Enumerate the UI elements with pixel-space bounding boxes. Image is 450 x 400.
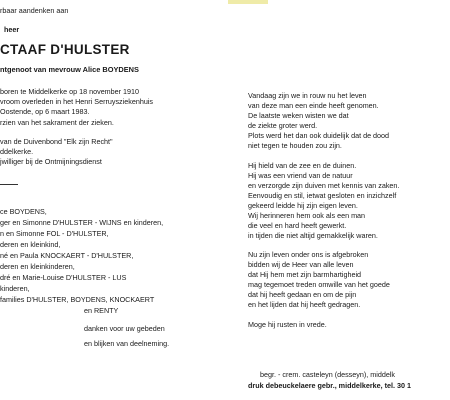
family-line: ger en Simonne D'HULSTER - WIJNS en kinderen, bbox=[0, 218, 164, 227]
poem-line: Wij herinneren hem ook als een man bbox=[248, 211, 366, 220]
divider bbox=[0, 184, 18, 185]
family-line: n en Simonne FOL - D'HULSTER, bbox=[0, 229, 109, 238]
family-line: en RENTY bbox=[84, 306, 119, 315]
family-line: families D'HULSTER, BOYDENS, KNOCKAERT bbox=[0, 295, 155, 304]
deceased-name: CTAAF D'HULSTER bbox=[0, 42, 130, 57]
bio-line: rzien van het sakrament der zieken. bbox=[0, 118, 114, 127]
spouse-line: ntgenoot van mevrouw Alice BOYDENS bbox=[0, 65, 139, 74]
printer-line: begr. - crem. casteleyn (desseyn), middelk bbox=[260, 370, 396, 379]
family-line: kinderen, bbox=[0, 284, 30, 293]
poem-line: niet tegen te houden zou zijn. bbox=[248, 141, 342, 150]
family-line: dré en Marie-Louise D'HULSTER - LUS bbox=[0, 273, 127, 282]
family-line: deren en kleinkinderen, bbox=[0, 262, 75, 271]
family-line: né en Paula KNOCKAERT - D'HULSTER, bbox=[0, 251, 134, 260]
poem-line: bidden wij de Heer van alle leven bbox=[248, 260, 354, 269]
intro-text: rbaar aandenken aan bbox=[0, 6, 69, 15]
decorative-stripe bbox=[228, 0, 268, 4]
poem-line: mag tegemoet treden omwille van het goede bbox=[248, 280, 390, 289]
bio-line: van de Duivenbond "Elk zijn Recht" bbox=[0, 137, 113, 146]
bio-line: boren te Middelkerke op 18 november 1910 bbox=[0, 87, 140, 96]
poem-line: De laatste weken wisten we dat bbox=[248, 111, 349, 120]
family-line: deren en kleinkind, bbox=[0, 240, 61, 249]
poem-closing: Moge hij rusten in vrede. bbox=[248, 320, 327, 329]
poem-line: Vandaag zijn we in rouw nu het leven bbox=[248, 91, 367, 100]
poem-line: dat Hij hem met zijn barmhartigheid bbox=[248, 270, 362, 279]
bio-line: vroom overleden in het Henri Serruysziekenhuis bbox=[0, 97, 154, 106]
bio-line: jwilliger bij de Ontmijningsdienst bbox=[0, 157, 102, 166]
poem-line: de ziekte groter werd. bbox=[248, 121, 318, 130]
poem-line: gekeerd leidde hij zijn eigen leven. bbox=[248, 201, 358, 210]
thanks-line: danken voor uw gebeden bbox=[84, 324, 165, 333]
thanks-line: en blijken van deelneming. bbox=[84, 339, 170, 348]
poem-line: Nu zijn leven onder ons is afgebroken bbox=[248, 250, 369, 259]
poem-line: in tijden die niet altijd gemakkelijk waren. bbox=[248, 231, 378, 240]
bio-line: Oostende, op 6 maart 1983. bbox=[0, 107, 90, 116]
poem-line: Hij hield van de zee en de duinen. bbox=[248, 161, 357, 170]
title-text: heer bbox=[4, 25, 20, 34]
bio-line: ddelkerke. bbox=[0, 147, 34, 156]
poem-line: Eenvoudig en stil, ietwat gesloten en inzichzelf bbox=[248, 191, 397, 200]
printer-line: druk debeuckelaere gebr., middelkerke, tel. 30 1 bbox=[248, 381, 411, 390]
poem-line: van deze man een einde heeft genomen. bbox=[248, 101, 379, 110]
poem-line: die veel en hard heeft gewerkt. bbox=[248, 221, 347, 230]
poem-line: dat hij heeft gedaan en om de pijn bbox=[248, 290, 357, 299]
poem-line: en het lijden dat hij heeft gedragen. bbox=[248, 300, 361, 309]
poem-line: Hij was een vriend van de natuur bbox=[248, 171, 353, 180]
poem-line: Plots werd het dan ook duidelijk dat de dood bbox=[248, 131, 390, 140]
family-line: ce BOYDENS, bbox=[0, 207, 47, 216]
poem-line: en verzorgde zijn duiven met kennis van zaken. bbox=[248, 181, 400, 190]
